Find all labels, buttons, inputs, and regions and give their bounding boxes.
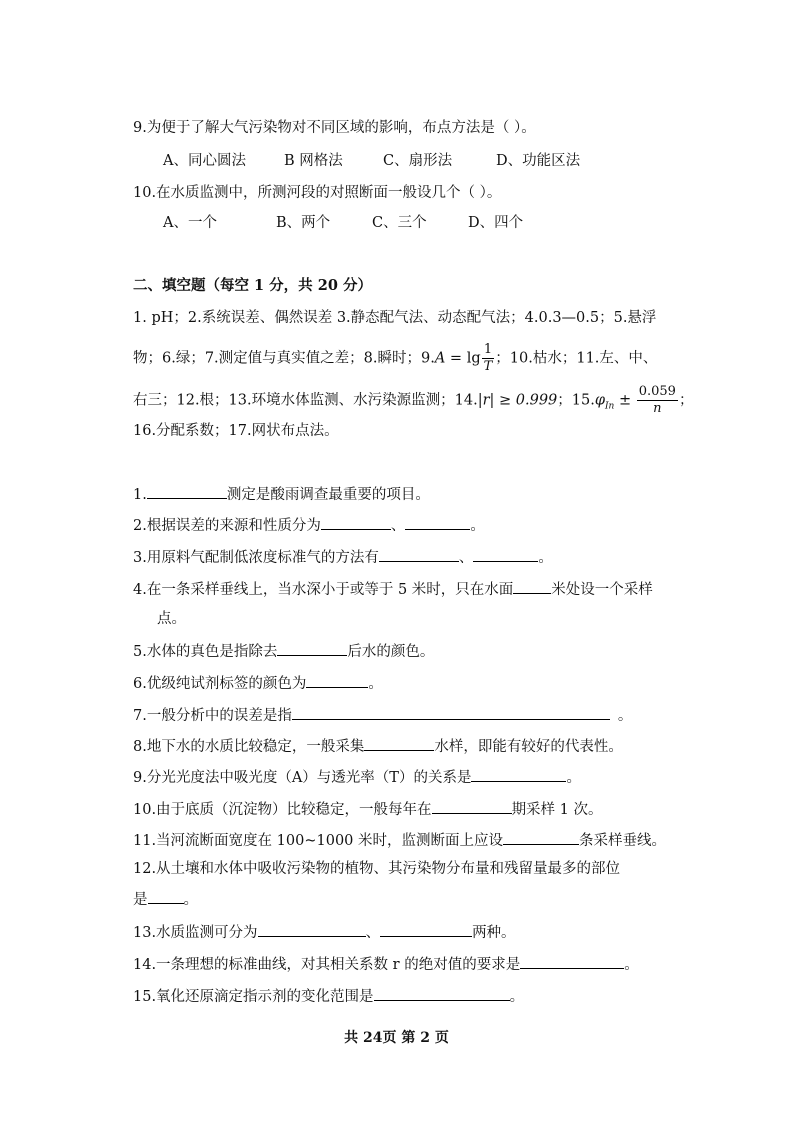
formula-15-subscript: In [605,401,615,412]
formula-9-denominator: T [483,359,493,374]
fill-q4-pre: 4.在一条采样垂线上，当水深小于或等于 5 米时，只在水面 [133,582,514,598]
fill-q3-sep: 、 [458,550,474,566]
answer-line-2-b: ；10.枯水；11.左、中、 [495,350,658,367]
fill-q2-pre: 2.根据误差的来源和性质分为 [133,518,321,534]
fill-q7-blank[interactable] [292,704,610,720]
choice-q10-stem: 10.在水质监测中，所测河段的对照断面一般设几个（ ）。 [133,185,502,201]
formula-9-fraction [482,342,495,375]
fill-q3-blank-1[interactable] [379,546,459,562]
choice-q9-option-c: C、扇形法 [383,153,453,169]
choice-q10-option-d: D、四个 [468,215,524,231]
fill-q3-pre: 3.用原料气配制低浓度标准气的方法有 [133,550,379,566]
fill-q2-blank-1[interactable] [321,514,391,530]
formula-15-denominator: n [653,401,662,416]
fill-q5-post: 后水的颜色。 [347,644,435,660]
formula-15-phi: φ [594,392,605,409]
fill-q2-post: 。 [470,518,485,534]
formula-9-numerator: 1 [482,342,495,359]
fill-q4-post: 米处设一个采样 [551,582,653,598]
fill-q9-pre: 9.分光光度法中吸光度（A）与透光率（T）的关系是 [133,770,472,786]
fill-q9 [133,766,581,788]
fill-q1-post: 测定是酸雨调查最重要的项目。 [226,487,430,503]
fill-q4 [133,578,653,600]
fill-q10-post: 期采样 1 次。 [511,802,603,818]
fill-q10-blank[interactable] [432,798,512,814]
fill-q7 [133,704,632,726]
fill-q15-post: 。 [509,989,525,1005]
section-title: 二、填空题（每空 1 分，共 20 分） [133,277,372,294]
fill-q10-pre: 10.由于底质（沉淀物）比较稳定，一般每年在 [133,802,432,818]
formula-15-pm: ± [614,392,636,409]
choice-q9-stem: 9.为便于了解大气污染物对不同区域的影响，布点方法是（ ）。 [133,120,536,136]
choice-q9-option-d: D、功能区法 [496,153,581,169]
fill-q9-post: 。 [566,770,581,786]
fill-q2-blank-2[interactable] [405,514,470,530]
answer-line-3-b: ；15. [557,392,595,409]
fill-q14-pre: 14.一条理想的标准曲线，对其相关系数 r 的绝对值的要求是 [133,957,521,973]
fill-q15-pre: 15.氧化还原滴定指示剂的变化范围是 [133,989,374,1005]
answer-line-2 [133,342,657,375]
fill-q3-post: 。 [538,550,553,566]
fill-q14-post: 。 [624,957,639,973]
fill-q1-blank[interactable] [147,483,227,499]
fill-q6-pre: 6.优级纯试剂标签的颜色为 [133,676,307,692]
fill-q2 [133,514,485,536]
choice-q10-option-c: C、三个 [372,215,427,231]
fill-q13 [133,921,516,943]
fill-q8-post: 水样，即能有较好的代表性。 [434,739,623,755]
fill-q15 [133,985,524,1007]
fill-q12-cont-pre: 是 [133,892,148,908]
fill-q13-post: 两种。 [472,925,516,941]
answer-line-1: 1. pH；2.系统误差、偶然误差 3.静态配气法、动态配气法；4.0.3—0.5；5.悬浮 [133,310,657,326]
fill-q12: 12.从土壤和水体中吸收污染物的植物、其污染物分布量和残留量最多的部位 [133,861,621,877]
fill-q5 [133,640,434,662]
fill-q12-post: 。 [183,892,198,908]
fill-q14 [133,953,639,975]
choice-q10-option-a: A、一个 [163,215,217,231]
fill-q3 [133,546,553,568]
choice-q9-option-b: B 网格法 [284,153,343,169]
answer-line-2-a: 物；6.绿；7.测定值与真实值之差；8.瞬时；9. [133,350,435,367]
fill-q1-pre: 1. [133,487,147,503]
page-footer: 共 24页 第 2 页 [344,1030,449,1046]
fill-q9-blank[interactable] [471,766,566,782]
fill-q2-sep: 、 [390,518,406,534]
fill-q4-continuation: 点。 [157,611,186,627]
answer-line-4: 16.分配系数；17.网状布点法。 [133,423,339,439]
fill-q6-blank[interactable] [306,672,368,688]
fill-q6-post: 。 [368,676,383,692]
fill-q13-blank-1[interactable] [258,921,366,937]
fill-q13-blank-2[interactable] [380,921,472,937]
formula-9-lhs: A [434,350,446,367]
fill-q5-blank[interactable] [277,640,347,656]
fill-q4-blank[interactable] [513,578,551,594]
fill-q7-post: 。 [617,708,633,724]
fill-q7-pre: 7.一般分析中的误差是指 [133,708,292,724]
answer-line-3-c: ； [678,392,694,409]
formula-15-numerator: 0.059 [638,384,676,399]
fill-q8-blank[interactable] [364,735,434,751]
fill-q13-sep: 、 [365,925,381,941]
answer-line-3-a: 右三；12.根；13.环境水体监测、水污染源监测；14. [133,392,478,409]
fill-q15-blank[interactable] [374,985,510,1001]
fill-q8 [133,735,623,757]
fill-q14-blank[interactable] [520,953,624,969]
formula-15-fraction [637,384,678,417]
fill-q12-continuation [133,888,198,910]
fill-q11-post: 条采样垂线。 [579,833,667,849]
choice-q10-option-b: B、两个 [276,215,331,231]
fill-q1 [133,483,430,505]
choice-q9-option-a: A、同心圆法 [163,153,246,169]
fill-q13-pre: 13.水质监测可分为 [133,925,258,941]
answer-line-3 [133,384,693,417]
fill-q5-pre: 5.水体的真色是指除去 [133,644,278,660]
fill-q8-pre: 8.地下水的水质比较稳定，一般采集 [133,739,365,755]
formula-9-eq: = lg [445,350,481,367]
fill-q6 [133,672,383,694]
formula-14: |r| ≥ 0.999 [477,392,558,409]
fill-q10 [133,798,603,820]
fill-q3-blank-2[interactable] [473,546,538,562]
fill-q11-blank[interactable] [503,829,579,845]
fill-q11-pre: 11.当河流断面宽度在 100~1000 米时，监测断面上应设 [133,833,504,849]
fill-q11 [133,829,666,851]
fill-q12-blank[interactable] [148,888,184,904]
